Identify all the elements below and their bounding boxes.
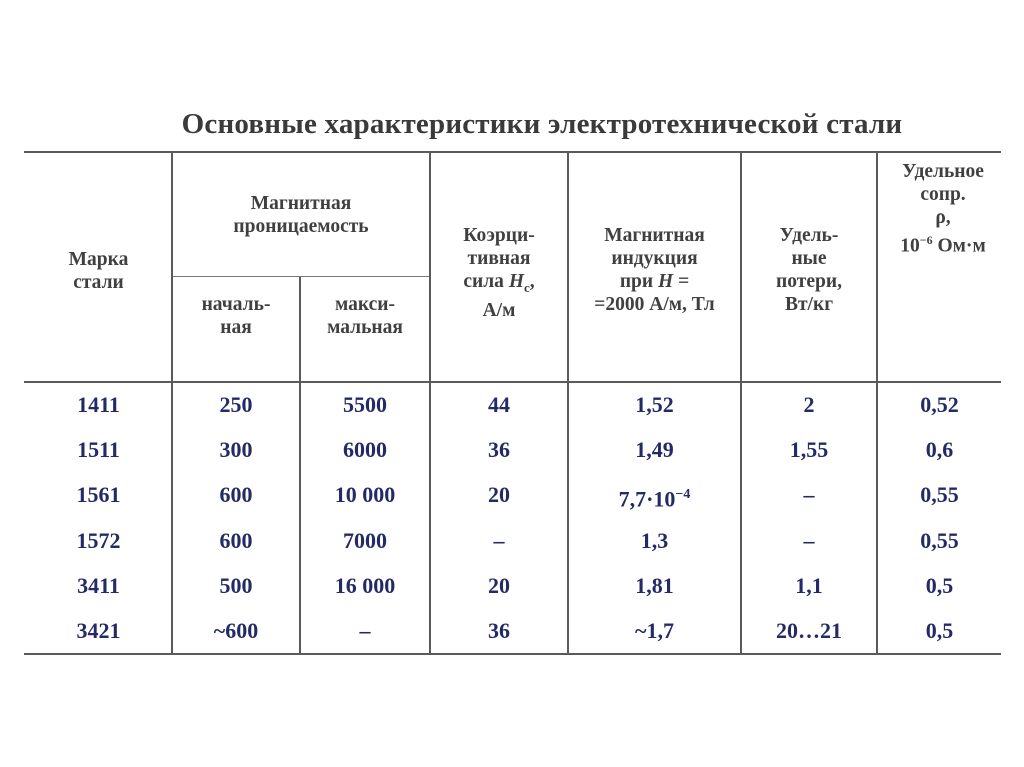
header-losses-line: ные (791, 248, 827, 269)
cell-coercive: 36 (488, 618, 510, 643)
header-max (301, 293, 429, 339)
header-induction-line (569, 270, 740, 293)
header-grade (26, 248, 171, 294)
cell-initial: ~600 (213, 618, 259, 643)
cell-resistivity: 0,5 (925, 618, 954, 643)
header-resistivity-text: 10 (900, 235, 920, 257)
cell-induction: 1,3 (640, 528, 669, 553)
header-induction-var: H (658, 271, 674, 292)
cell-resistivity: 0,5 (925, 573, 954, 598)
header-induction-line: Магнитная (604, 225, 705, 246)
header-losses (742, 224, 876, 316)
cell-grade: 1411 (77, 392, 120, 417)
header-coercive (431, 224, 567, 322)
permeability-divider (172, 276, 430, 277)
cell-grade: 1561 (76, 482, 121, 507)
header-coercive-line: Коэрци- (463, 225, 535, 246)
cell-max: – (359, 618, 371, 643)
cell-max: 5500 (343, 392, 387, 417)
header-resistivity (878, 160, 1008, 258)
header-losses-line: потери, (776, 271, 842, 292)
header-coercive-text: , (529, 271, 535, 292)
header-resistivity-line: ρ, (935, 207, 951, 228)
header-induction-line: =2000 А/м, Тл (594, 294, 715, 315)
page-title: Основные характеристики электротехнической стали (181, 108, 903, 140)
cell-losses: – (803, 482, 815, 507)
cell-losses: 1,55 (789, 437, 829, 462)
header-initial-line: началь- (201, 294, 271, 315)
header-induction-text: при (619, 271, 659, 292)
header-induction (569, 224, 740, 316)
cell-grade: 3411 (77, 573, 120, 598)
cell-initial: 600 (219, 482, 253, 507)
cell-grade: 1572 (76, 528, 121, 553)
cell-induction-base: 7,7·10 (618, 486, 676, 512)
header-resistivity-line (878, 229, 1008, 258)
cell-induction: 1,52 (635, 392, 674, 417)
header-induction-text: = (673, 271, 690, 292)
cell-losses: 2 (803, 392, 815, 417)
cell-max: 10 000 (334, 482, 396, 507)
header-initial (173, 293, 299, 339)
cell-induction: 1,49 (635, 437, 674, 462)
header-permeability (173, 192, 429, 238)
header-permeability-line: проницаемость (233, 216, 369, 237)
cell-induction: 1,81 (635, 573, 674, 598)
cell-resistivity: 0,55 (920, 482, 959, 507)
cell-initial: 250 (219, 392, 253, 417)
cell-losses: 20…21 (776, 618, 842, 643)
header-grade-line: Марка (68, 249, 129, 270)
cell-losses: 1,1 (795, 573, 823, 598)
cell-coercive: 44 (488, 392, 510, 417)
header-coercive-text: сила (463, 271, 509, 292)
cell-max: 7000 (343, 528, 387, 553)
header-losses-line: Удель- (779, 225, 839, 246)
header-grade-line: стали (73, 272, 124, 293)
cell-coercive: 20 (488, 482, 510, 507)
cell-initial: 600 (219, 528, 253, 553)
header-coercive-line: А/м (482, 299, 516, 321)
cell-coercive: 20 (488, 573, 510, 598)
header-resistivity-text: Ом·м (932, 235, 986, 257)
cell-induction-exp: −4 (675, 487, 691, 502)
cell-resistivity: 0,6 (925, 437, 954, 462)
cell-grade: 1511 (77, 437, 120, 462)
cell-resistivity: 0,52 (920, 392, 959, 417)
cell-grade: 3421 (76, 618, 121, 643)
header-coercive-line (431, 270, 567, 299)
header-coercive-var: H (508, 271, 524, 292)
header-resistivity-line: Удельное (902, 161, 984, 182)
header-coercive-line: тивная (467, 248, 531, 269)
header-max-line: мальная (327, 317, 403, 338)
header-permeability-line: Магнитная (250, 193, 352, 214)
cell-induction: ~1,7 (635, 618, 674, 643)
cell-coercive: – (493, 528, 505, 553)
cell-max: 16 000 (334, 573, 396, 598)
header-induction-line: индукция (611, 248, 698, 269)
header-resistivity-line: сопр. (920, 184, 966, 205)
cell-coercive: 36 (488, 437, 510, 462)
cell-initial: 500 (219, 573, 253, 598)
cell-induction (569, 482, 740, 512)
header-losses-line: Вт/кг (784, 294, 834, 315)
header-coercive-sub: c (523, 279, 530, 295)
cell-losses: – (803, 528, 815, 553)
cell-initial: 300 (219, 437, 253, 462)
cell-resistivity: 0,55 (920, 528, 959, 553)
header-initial-line: ная (220, 317, 252, 338)
cell-max: 6000 (343, 437, 387, 462)
header-resistivity-exp: −6 (919, 233, 933, 247)
header-max-line: макси- (334, 294, 396, 315)
